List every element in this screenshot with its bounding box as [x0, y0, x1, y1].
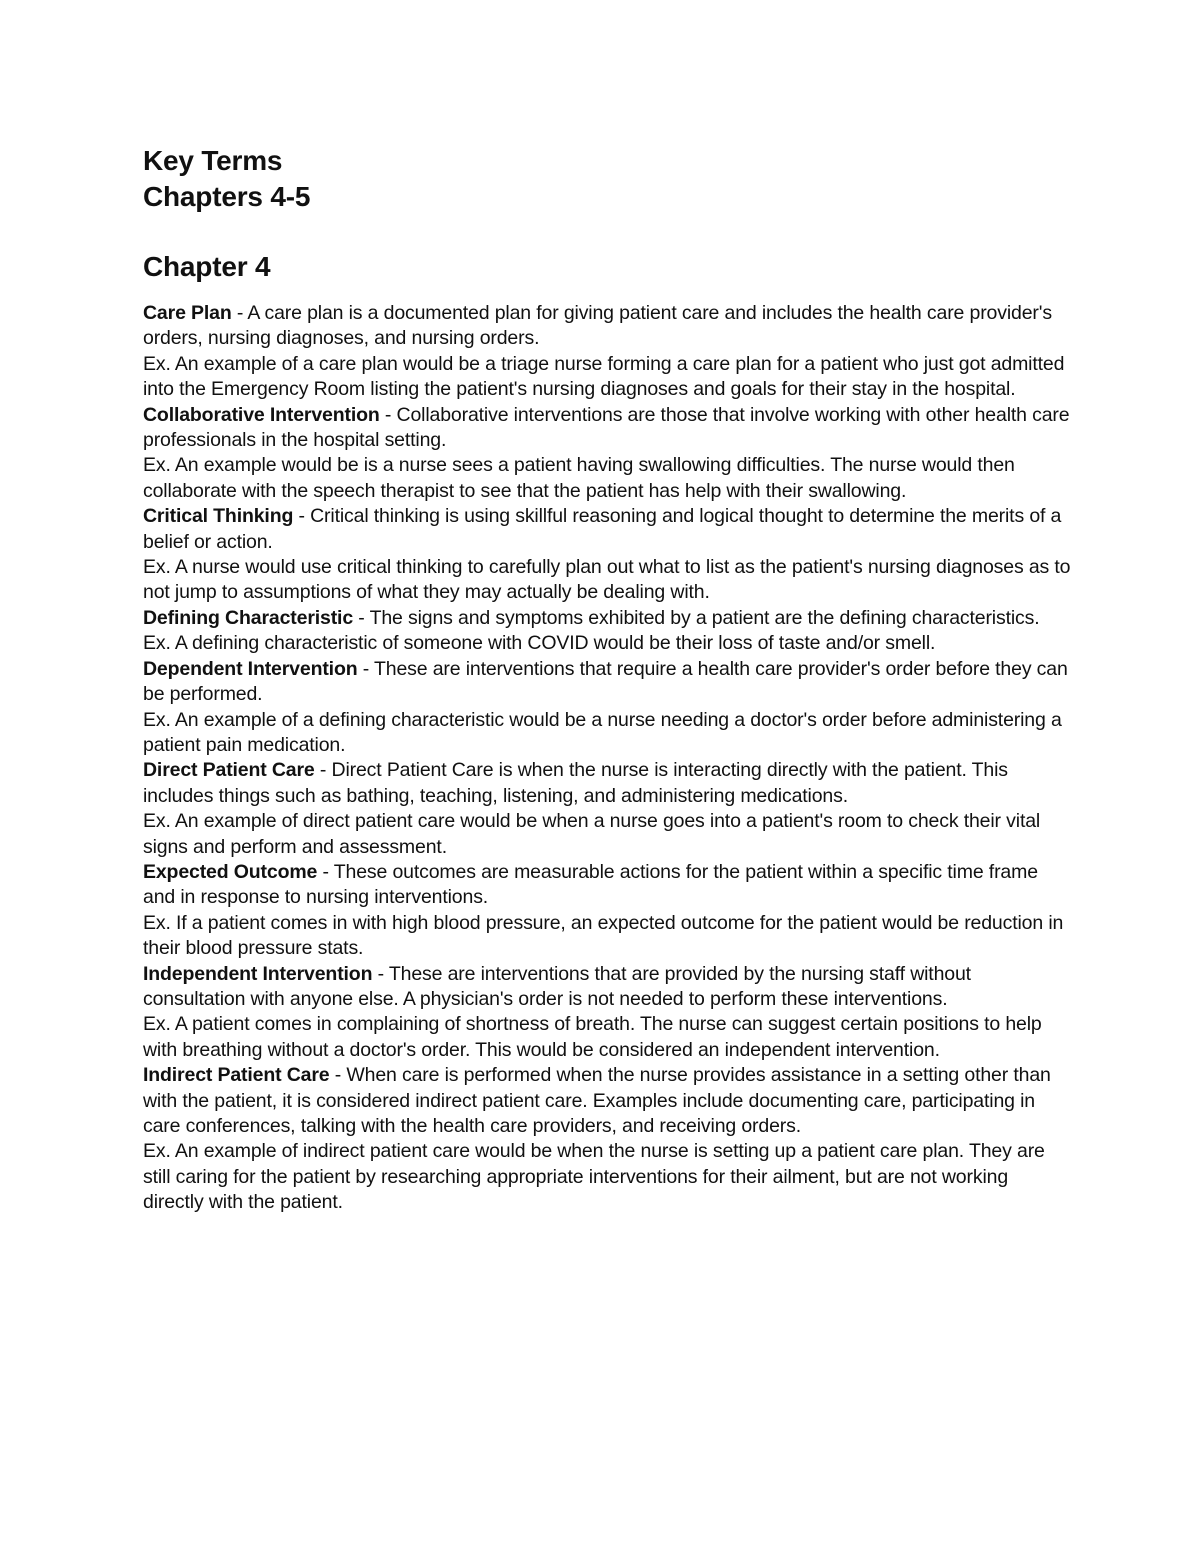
term-entry-direct-patient-care: [143, 758, 1073, 860]
term-separator: -: [293, 505, 311, 528]
term-example: Ex. A defining characteristic of someone with COVID would be their loss of taste and/or smell.: [143, 632, 936, 655]
document-title-line-2: Chapters 4-5: [143, 181, 311, 212]
term-definition: Direct Patient Care is when the nurse is interacting directly with the patient. This includes things such as bathing, teaching, listening, and administering medications.: [143, 759, 1008, 807]
term-entry-indirect-patient-care: [143, 1063, 1073, 1215]
term-name: Expected Outcome: [143, 860, 318, 883]
term-entry-critical-thinking: [143, 504, 1073, 606]
term-example: Ex. An example of a care plan would be a triage nurse forming a care plan for a patient who just got admitted into the Emergency Room listing the patient's nursing diagnoses and goals for their stay in the hospital.: [143, 352, 1065, 401]
term-separator: -: [357, 657, 374, 680]
document-page: [143, 143, 1073, 1216]
term-name: Independent Intervention: [143, 962, 373, 985]
term-separator: -: [353, 606, 370, 629]
term-entry-independent-intervention: [143, 962, 1073, 1064]
term-name: Direct Patient Care: [143, 759, 315, 782]
term-entry-care-plan: [143, 301, 1073, 403]
term-example: Ex. An example of direct patient care would be when a nurse goes into a patient's room to check their vital signs and perform and assessment.: [143, 810, 1041, 858]
term-example: Ex. If a patient comes in with high blood pressure, an expected outcome for the patient would be reduction in their blood pressure stats.: [143, 911, 1064, 960]
document-title-line-1: Key Terms: [143, 145, 283, 176]
chapter-heading: Chapter 4: [143, 251, 271, 282]
term-separator: -: [379, 403, 397, 426]
term-entry-defining-characteristic: [143, 606, 1073, 657]
term-separator: -: [317, 860, 334, 883]
term-name: Dependent Intervention: [143, 657, 358, 680]
term-name: Care Plan: [143, 302, 232, 324]
term-separator: -: [372, 962, 389, 985]
term-definition: A care plan is a documented plan for giving patient care and includes the health care provider's orders, nursing diagnoses, and nursing orders.: [143, 302, 1052, 350]
term-name: Critical Thinking: [143, 505, 294, 528]
term-entry-expected-outcome: [143, 860, 1073, 962]
term-separator: -: [231, 302, 248, 324]
term-example: Ex. A nurse would use critical thinking to carefully plan out what to list as the patient's nursing diagnoses as to not jump to assumptions of what they may actually be dealing with.: [143, 556, 1071, 604]
term-example: Ex. A patient comes in complaining of shortness of breath. The nurse can suggest certain positions to help with breathing without a doctor's order. This would be considered an independent intervention.: [143, 1013, 1042, 1061]
term-definition: Critical thinking is using skillful reasoning and logical thought to determine the merits of a belief or action.: [143, 505, 1062, 553]
term-separator: -: [314, 759, 332, 782]
term-separator: -: [329, 1064, 347, 1087]
term-definition: These are interventions that require a health care provider's order before they can be performed.: [143, 657, 1068, 706]
term-entry-collaborative-intervention: [143, 403, 1073, 505]
terms-list: [143, 301, 1073, 1216]
term-definition: The signs and symptoms exhibited by a patient are the defining characteristics.: [369, 606, 1040, 629]
term-definition: When care is performed when the nurse provides assistance in a setting other than with the patient, it is considered indirect patient care. Examples include documenting care, participating in care conferences, talking with the health care providers, and receiving orders.: [143, 1064, 1051, 1137]
term-definition: Collaborative interventions are those that involve working with other health care professionals in the hospital setting.: [143, 403, 1070, 452]
term-entry-dependent-intervention: [143, 657, 1073, 759]
term-name: Defining Characteristic: [143, 606, 354, 629]
term-example: Ex. An example of a defining characteristic would be a nurse needing a doctor's order before administering a patient pain medication.: [143, 708, 1062, 756]
term-example: Ex. An example of indirect patient care would be when the nurse is setting up a patient care plan. They are still caring for the patient by researching appropriate interventions for their ailment, but are not working directly with the patient.: [143, 1140, 1045, 1214]
term-name: Indirect Patient Care: [143, 1064, 330, 1087]
term-example: Ex. An example would be is a nurse sees a patient having swallowing difficulties. The nurse would then collaborate with the speech therapist to see that the patient has help with their swallowing.: [143, 454, 1015, 502]
term-name: Collaborative Intervention: [143, 403, 380, 426]
term-definition: These are interventions that are provided by the nursing staff without consultation with anyone else. A physician's order is not needed to perform these interventions.: [143, 962, 971, 1010]
term-definition: These outcomes are measurable actions for the patient within a specific time frame and in response to nursing interventions.: [143, 860, 1038, 909]
